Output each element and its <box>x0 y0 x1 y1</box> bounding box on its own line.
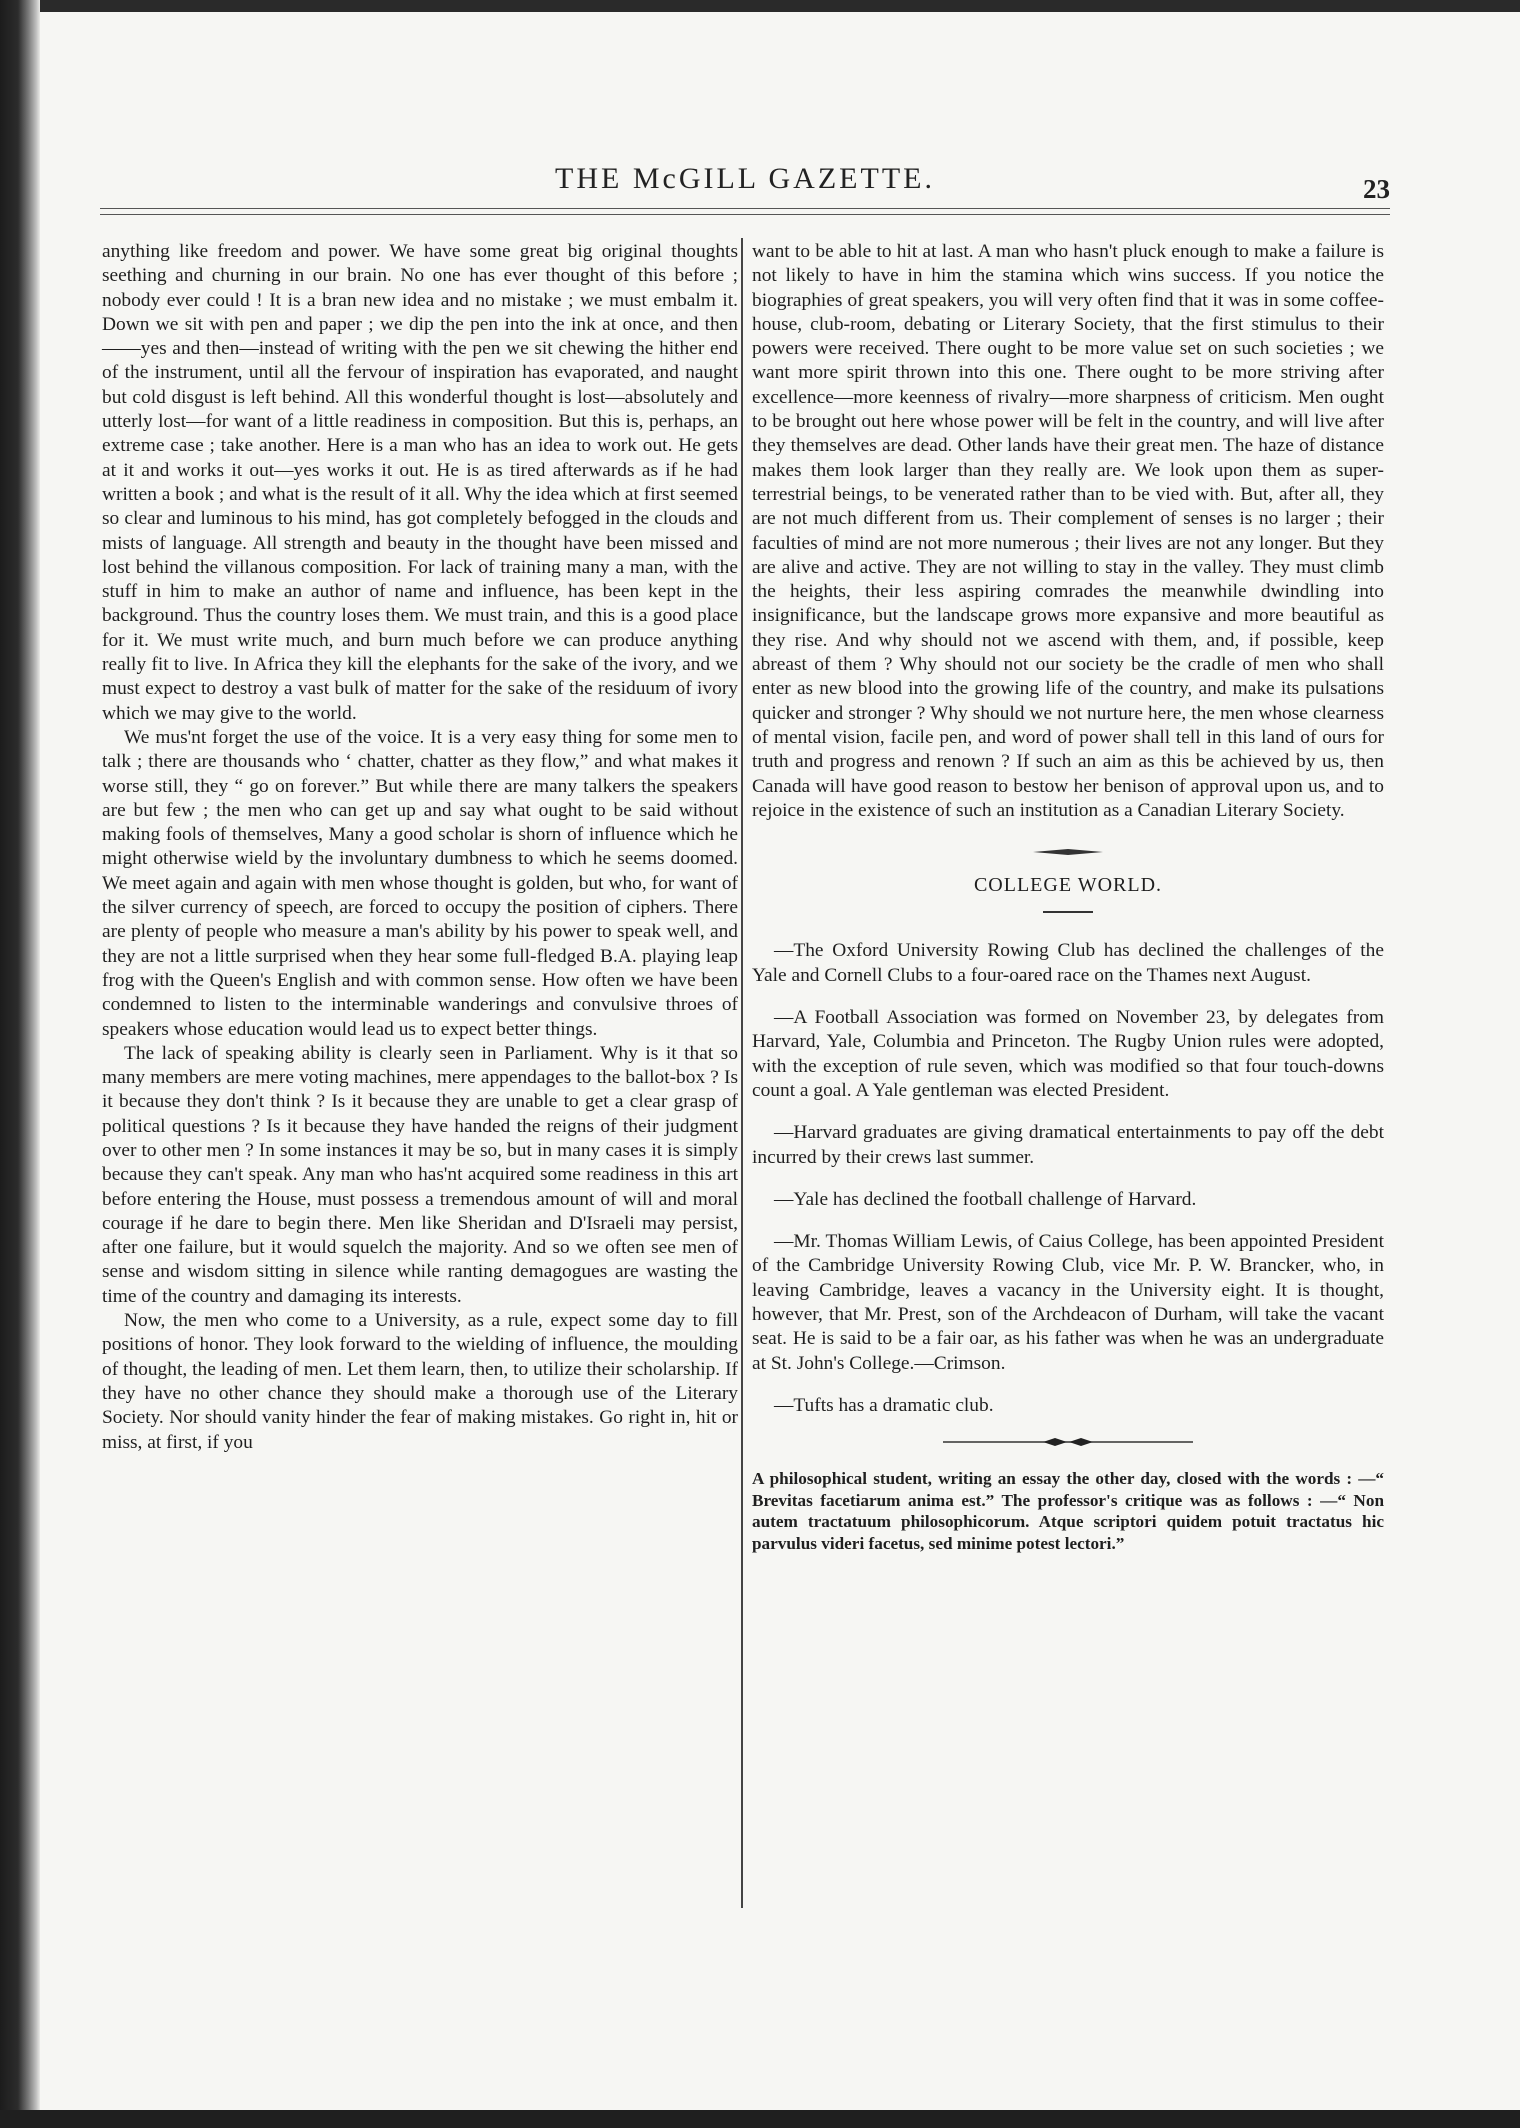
page-number: 23 <box>1363 174 1390 204</box>
page-header <box>100 150 1390 210</box>
paragraph: We mus'nt forget the use of the voice. It is a very easy thing for some men to talk ; there are thousands who ‘ chatter, chatter as they flow,” and what makes it worse still, they “ go on forever.” But while there are many talkers the speakers are but few ; the men who can get up and say what ought to be said without making fools of themselves, Many a good scholar is shorn of influence which he might otherwise wield by the involuntary dumbness to which he seems doomed. We meet again and again with men whose thought is golden, but who, for want of the silver currency of speech, are forced to occupy the position of ciphers. There are plenty of people who measure a man's ability by his power to speak well, and they are not a little surprised when they hear some full-fledged B.A. playing leap frog with the Queen's English and with common sense. How often we have been condemned to listen to the interminable wanderings and convulsive throes of speakers whose education would lead us to expect better things. <box>102 726 738 1040</box>
news-item: —Harvard graduates are giving dramatical entertainments to pay off the debt incurred by their crews last summer. <box>752 1122 1384 1168</box>
closing-note: A philosophical student, writing an essay the other day, closed with the words : —“ Brevitas facetiarum anima est.” The professor's critique was as follows : —“ Non autem tractatuum philosophicorum. Atque scriptori quidem potuit tractatus hic parvulus videri facetus, sed minime potest lectori.” <box>752 1469 1384 1553</box>
news-item: —Yale has declined the football challenge of Harvard. <box>774 1188 1197 1210</box>
scan-border-top <box>0 0 1520 12</box>
paragraph: Now, the men who come to a University, as a rule, expect some day to fill positions of honor. They look forward to the wielding of influence, the moulding of thought, the leading of men. Let them learn, then, to utilize their scholarship. If they have no other chance they should make a thorough use of the Literary Society. Nor should vanity hinder the fear of making mistakes. Go right in, hit or miss, at first, if you <box>102 1310 738 1453</box>
page-binding-edge <box>0 0 40 2128</box>
paragraph: The lack of speaking ability is clearly seen in Parliament. Why is it that so many members are mere voting machines, mere appendages to the ballot-box ? Is it because they don't think ? Is it because they are unable to get a clear grasp of political questions ? Is it because they have handed the reigns of their judgment over to other men ? In some instances it may be so, but in many cases it is simply because they can't speak. Any man who has'nt acquired some readiness in this art before entering the House, must possess a tremendous amount of will and moral courage if he dare to begin there. Men like Sheridan and D'Israeli may persist, after one failure, but it would squelch the majority. And so we often see men of sense and wisdom sitting in silence while ranting demagogues are wasting the time of the country and damaging its interests. <box>102 1042 738 1307</box>
news-item: —A Football Association was formed on November 23, by delegates from Harvard, Yale, Columbia and Princeton. The Rugby Union rules were adopted, with the exception of rule seven, which was modified so that four touch-downs count a goal. A Yale gentleman was elected President. <box>752 1007 1384 1101</box>
ornament-divider <box>1033 847 1103 857</box>
right-column <box>752 240 1384 1554</box>
masthead-title: THE McGILL GAZETTE. <box>555 162 935 195</box>
left-column <box>102 240 738 1455</box>
paragraph: anything like freedom and power. We have some great big original thoughts seething and churning in our brain. No one has ever thought of this before ; nobody ever could ! It is a bran new idea and no mistake ; we must embalm it. Down we sit with pen and paper ; we dip the pen into the ink at once, and then——yes and then—instead of writing with the pen we sit chewing the hither end of the instrument, until all the fervour of inspiration has evaporated, and naught but cold disgust is left behind. All this wonderful thought is lost—absolutely and utterly lost—for want of a little readiness in composition. But this is, perhaps, an extreme case ; take another. Here is a man who has an idea to work out. He gets at it and works it out—yes works it out. He is as tired afterwards as if he had written a book ; and what is the result of it all. Why the idea which at first seemed so clear and luminous to his mind, has got completely befogged in the clouds and mists of language. All strength and beauty in the thought have been missed and lost behind the villanous composition. For lack of training many a man, with the stuff in him to make an author of name and influence, has been kept in the background. Thus the country loses them. We must train, and this is a good place for it. We must write much, and burn much before we can produce anything really fit to live. In Africa they kill the elephants for the sake of the ivory, and we must expect to destroy a vast bulk of matter for the sake of the residuum of ivory which we may give to the world. <box>102 241 738 724</box>
scan-border-bottom <box>0 2110 1520 2128</box>
column-divider <box>741 238 743 1908</box>
ornament-rule <box>943 1436 1193 1448</box>
news-item: —The Oxford University Rowing Club has declined the challenges of the Yale and Cornell Clubs to a four-oared race on the Thames next August. <box>752 940 1384 986</box>
section-title: COLLEGE WORLD. <box>973 874 1163 897</box>
title-rule <box>1043 911 1093 913</box>
paragraph: want to be able to hit at last. A man who hasn't pluck enough to make a failure is not likely to have in him the stamina which wins success. If you notice the biographies of great speakers, you will very often find that it was in some coffee-house, club-room, debating or Literary Society, that the first stimulus to their powers were received. There ought to be more value set on such societies ; we want more spirit thrown into this one. There ought to be more striving after excellence—more keenness of rivalry—more sharpness of criticism. Men ought to be brought out here whose power will be felt in the country, and will live after they themselves are dead. Other lands have their great men. The haze of distance makes them look larger than they really are. We look upon them as super-terrestrial beings, to be venerated rather than to be vied with. But, after all, they are not much different from us. Their complement of senses is no larger ; their faculties of mind are not more numerous ; their lives are not any longer. But they are alive and active. They are not willing to stay in the valley. They must climb the heights, their less aspiring comrades the meanwhile dwindling into insignificance, but the landscape grows more expansive and more beautiful as they rise. And why should not we ascend with them, and, if possible, keep abreast of them ? Why should not our society be the cradle of men who shall enter as new blood into the growing life of the country, and make its pulsations quicker and stronger ? Why should we not nurture here, the men whose clearness of mental vision, facile pen, and word of power shall tell in this land of ours for truth and progress and renown ? If such an aim as this be achieved by us, then Canada will have good reason to bestow her benison of approval upon us, and to rejoice in the existence of such an institution as a Canadian Literary Society. <box>752 241 1384 821</box>
news-item: —Tufts has a dramatic club. <box>774 1394 994 1416</box>
header-rule <box>100 208 1390 215</box>
news-item: —Mr. Thomas William Lewis, of Caius College, has been appointed President of the Cambridge University Rowing Club, vice Mr. P. W. Brancker, who, in leaving Cambridge, leaves a vacancy in the University eight. It is thought, however, that Mr. Prest, son of the Archdeacon of Durham, will take the vacant seat. He is said to be a fair oar, as his father was when he was an undergraduate at St. John's College.—Crimson. <box>752 1231 1384 1374</box>
news-list <box>752 939 1384 1418</box>
